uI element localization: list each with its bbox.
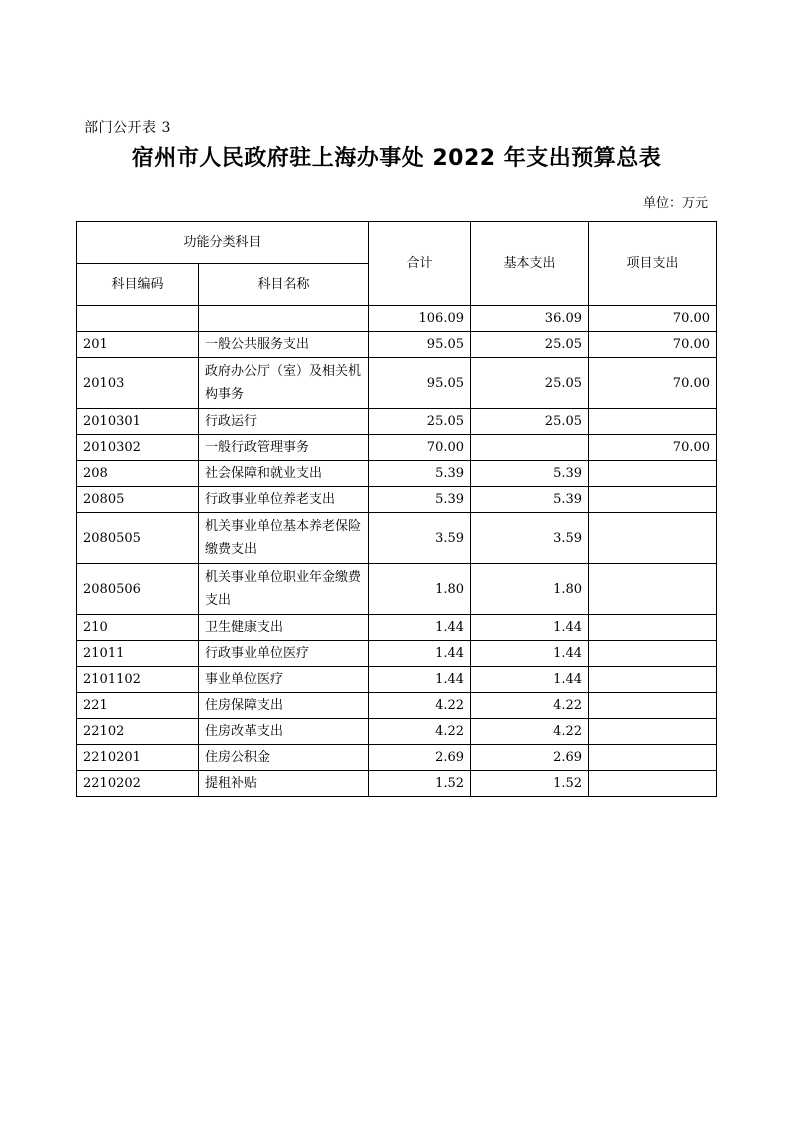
project-cell bbox=[589, 745, 717, 771]
name-cell bbox=[199, 306, 369, 332]
total-cell: 3.59 bbox=[369, 513, 471, 564]
table-row bbox=[77, 745, 717, 771]
project-cell: 70.00 bbox=[589, 306, 717, 332]
table-row bbox=[77, 564, 717, 615]
code-cell: 221 bbox=[77, 693, 199, 719]
code-cell bbox=[77, 306, 199, 332]
header-code: 科目编码 bbox=[77, 264, 199, 306]
code-cell: 2101102 bbox=[77, 667, 199, 693]
basic-cell: 2.69 bbox=[471, 745, 589, 771]
total-cell: 1.44 bbox=[369, 641, 471, 667]
code-cell: 210 bbox=[77, 615, 199, 641]
total-cell: 70.00 bbox=[369, 435, 471, 461]
project-cell bbox=[589, 487, 717, 513]
code-cell: 2010302 bbox=[77, 435, 199, 461]
project-cell bbox=[589, 461, 717, 487]
header-basic: 基本支出 bbox=[471, 222, 589, 306]
basic-cell: 25.05 bbox=[471, 358, 589, 409]
total-cell: 1.52 bbox=[369, 771, 471, 797]
name-cell: 政府办公厅（室）及相关机构事务 bbox=[199, 358, 369, 409]
project-cell bbox=[589, 615, 717, 641]
total-cell: 106.09 bbox=[369, 306, 471, 332]
total-cell: 25.05 bbox=[369, 409, 471, 435]
total-cell: 1.44 bbox=[369, 667, 471, 693]
basic-cell: 1.52 bbox=[471, 771, 589, 797]
total-cell: 1.80 bbox=[369, 564, 471, 615]
name-cell: 住房公积金 bbox=[199, 745, 369, 771]
table-row bbox=[77, 332, 717, 358]
project-cell bbox=[589, 513, 717, 564]
name-cell: 一般行政管理事务 bbox=[199, 435, 369, 461]
basic-cell: 36.09 bbox=[471, 306, 589, 332]
header-name: 科目名称 bbox=[199, 264, 369, 306]
name-cell: 住房保障支出 bbox=[199, 693, 369, 719]
table-row bbox=[77, 461, 717, 487]
basic-cell: 25.05 bbox=[471, 332, 589, 358]
table-row bbox=[77, 487, 717, 513]
project-cell bbox=[589, 667, 717, 693]
project-cell bbox=[589, 409, 717, 435]
basic-cell: 1.80 bbox=[471, 564, 589, 615]
project-cell: 70.00 bbox=[589, 435, 717, 461]
table-row bbox=[77, 513, 717, 564]
table-row bbox=[77, 667, 717, 693]
name-cell: 社会保障和就业支出 bbox=[199, 461, 369, 487]
name-cell: 机关事业单位基本养老保险缴费支出 bbox=[199, 513, 369, 564]
project-cell bbox=[589, 719, 717, 745]
code-cell: 201 bbox=[77, 332, 199, 358]
budget-table bbox=[76, 221, 717, 797]
project-cell: 70.00 bbox=[589, 358, 717, 409]
table-row bbox=[77, 615, 717, 641]
table-row bbox=[77, 693, 717, 719]
table-row bbox=[77, 641, 717, 667]
total-cell: 2.69 bbox=[369, 745, 471, 771]
total-cell: 95.05 bbox=[369, 358, 471, 409]
document-label: 部门公开表 3 bbox=[84, 120, 171, 136]
page-title: 宿州市人民政府驻上海办事处 2022 年支出预算总表 bbox=[131, 146, 662, 171]
total-cell: 1.44 bbox=[369, 615, 471, 641]
basic-cell: 1.44 bbox=[471, 615, 589, 641]
basic-cell: 4.22 bbox=[471, 693, 589, 719]
basic-cell: 5.39 bbox=[471, 461, 589, 487]
code-cell: 2080505 bbox=[77, 513, 199, 564]
project-cell bbox=[589, 641, 717, 667]
table-row bbox=[77, 771, 717, 797]
name-cell: 行政事业单位医疗 bbox=[199, 641, 369, 667]
code-cell: 2210202 bbox=[77, 771, 199, 797]
total-cell: 95.05 bbox=[369, 332, 471, 358]
code-cell: 20103 bbox=[77, 358, 199, 409]
project-cell bbox=[589, 771, 717, 797]
project-cell bbox=[589, 693, 717, 719]
name-cell: 一般公共服务支出 bbox=[199, 332, 369, 358]
name-cell: 提租补贴 bbox=[199, 771, 369, 797]
basic-cell: 4.22 bbox=[471, 719, 589, 745]
code-cell: 20805 bbox=[77, 487, 199, 513]
code-cell: 208 bbox=[77, 461, 199, 487]
basic-cell: 1.44 bbox=[471, 667, 589, 693]
code-cell: 2080506 bbox=[77, 564, 199, 615]
code-cell: 2210201 bbox=[77, 745, 199, 771]
code-cell: 2010301 bbox=[77, 409, 199, 435]
basic-cell: 3.59 bbox=[471, 513, 589, 564]
basic-cell: 5.39 bbox=[471, 487, 589, 513]
basic-cell bbox=[471, 435, 589, 461]
code-cell: 21011 bbox=[77, 641, 199, 667]
project-cell bbox=[589, 564, 717, 615]
header-total: 合计 bbox=[369, 222, 471, 306]
project-cell: 70.00 bbox=[589, 332, 717, 358]
name-cell: 住房改革支出 bbox=[199, 719, 369, 745]
total-cell: 4.22 bbox=[369, 693, 471, 719]
table-row bbox=[77, 719, 717, 745]
name-cell: 卫生健康支出 bbox=[199, 615, 369, 641]
name-cell: 事业单位医疗 bbox=[199, 667, 369, 693]
table-row bbox=[77, 409, 717, 435]
total-cell: 4.22 bbox=[369, 719, 471, 745]
table-row bbox=[77, 435, 717, 461]
table-row bbox=[77, 358, 717, 409]
unit-label: 单位：万元 bbox=[642, 196, 708, 211]
code-cell: 22102 bbox=[77, 719, 199, 745]
header-category: 功能分类科目 bbox=[77, 222, 369, 264]
basic-cell: 1.44 bbox=[471, 641, 589, 667]
name-cell: 行政事业单位养老支出 bbox=[199, 487, 369, 513]
basic-cell: 25.05 bbox=[471, 409, 589, 435]
header-project: 项目支出 bbox=[589, 222, 717, 306]
table-row bbox=[77, 306, 717, 332]
name-cell: 机关事业单位职业年金缴费支出 bbox=[199, 564, 369, 615]
name-cell: 行政运行 bbox=[199, 409, 369, 435]
total-cell: 5.39 bbox=[369, 487, 471, 513]
total-cell: 5.39 bbox=[369, 461, 471, 487]
